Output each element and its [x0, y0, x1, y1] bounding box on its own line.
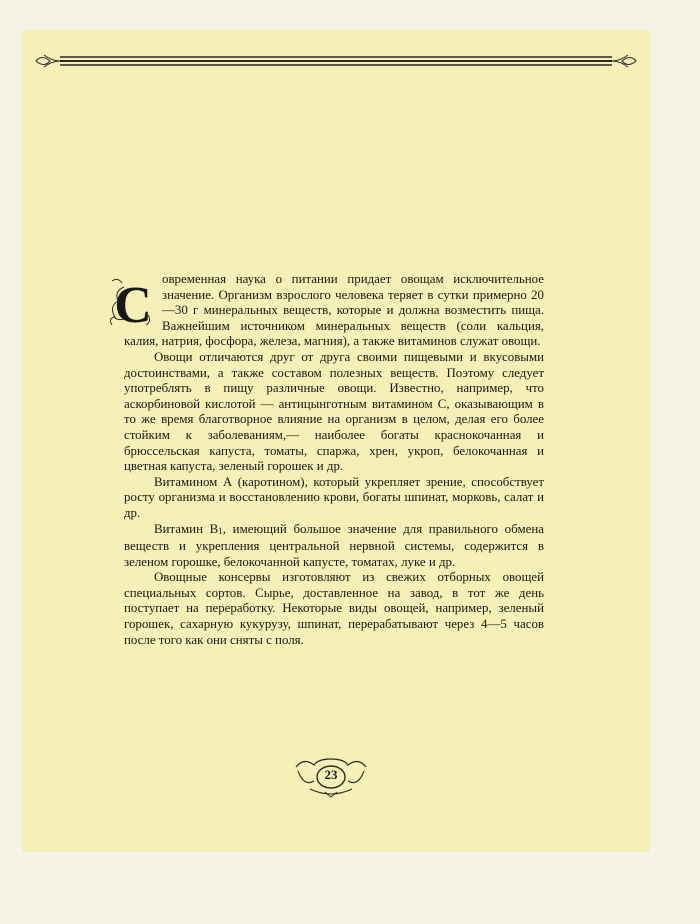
dropcap-letter: [106, 275, 156, 333]
paragraph-2: Овощи отличаются друг от друга своими пищевыми и вкусовыми достоинствами, а также составом полезных веществ. Поэтому следует употреблять в пищу различные овощи. Известно, например, что аскорбиновой кислотой — антицынготным витамином С, оказывающим в то же время благотворное влияние на организм в целом, делая его более стойким к заболеваниям,— наиболее богаты краснокочанная и брюссельская капуста, томаты, спаржа, хрен, укроп, белокочанная и цветная капуста, зеленый горошек и др.: [124, 349, 544, 474]
page: [22, 30, 650, 852]
paragraph-3: Витамином А (каротином), который укрепляет зрение, способствует росту организма и восстановлению крови, богаты шпинат, морковь, салат и др.: [124, 474, 544, 520]
article-text: [114, 272, 544, 648]
paragraph-4-start: Витамин В: [154, 521, 219, 536]
paragraph-1: [114, 272, 544, 350]
paragraph-4-end: , имеющий большое значение для правильного обмена веществ и укрепления центральной нервной системы, содержится в зеленом горошке, белокочанной капусте, томатах, луке и др.: [124, 521, 544, 569]
svg-text:С: С: [114, 277, 152, 333]
page-number: 23: [324, 767, 338, 782]
vitamin-subscript: 1: [218, 525, 223, 536]
page-number-ornament: [292, 757, 370, 799]
paragraph-4: [124, 522, 544, 571]
paragraph-5: Овощные консервы изготовляют из свежих отборных овощей специальных сортов. Сырье, доставленное на завод, в тот же день поступает на переработку. Некоторые виды овощей, например, зеленый горошек, сахарную кукурузу, шпинат, перерабатывают через 4—5 часов после того как они сняты с поля.: [124, 570, 544, 647]
top-ornament-rule: [34, 50, 638, 72]
paragraph-1-text: овременная наука о питании придает овощам исключительное значение. Организм взрослого человека теряет в сутки примерно 20—30 г минеральных веществ, которые и должна возместить пища. Важнейшим источником минеральных веществ (соли кальция, калия, натрия, фосфора, железа, магния), а также витаминов служат овощи.: [124, 272, 544, 349]
